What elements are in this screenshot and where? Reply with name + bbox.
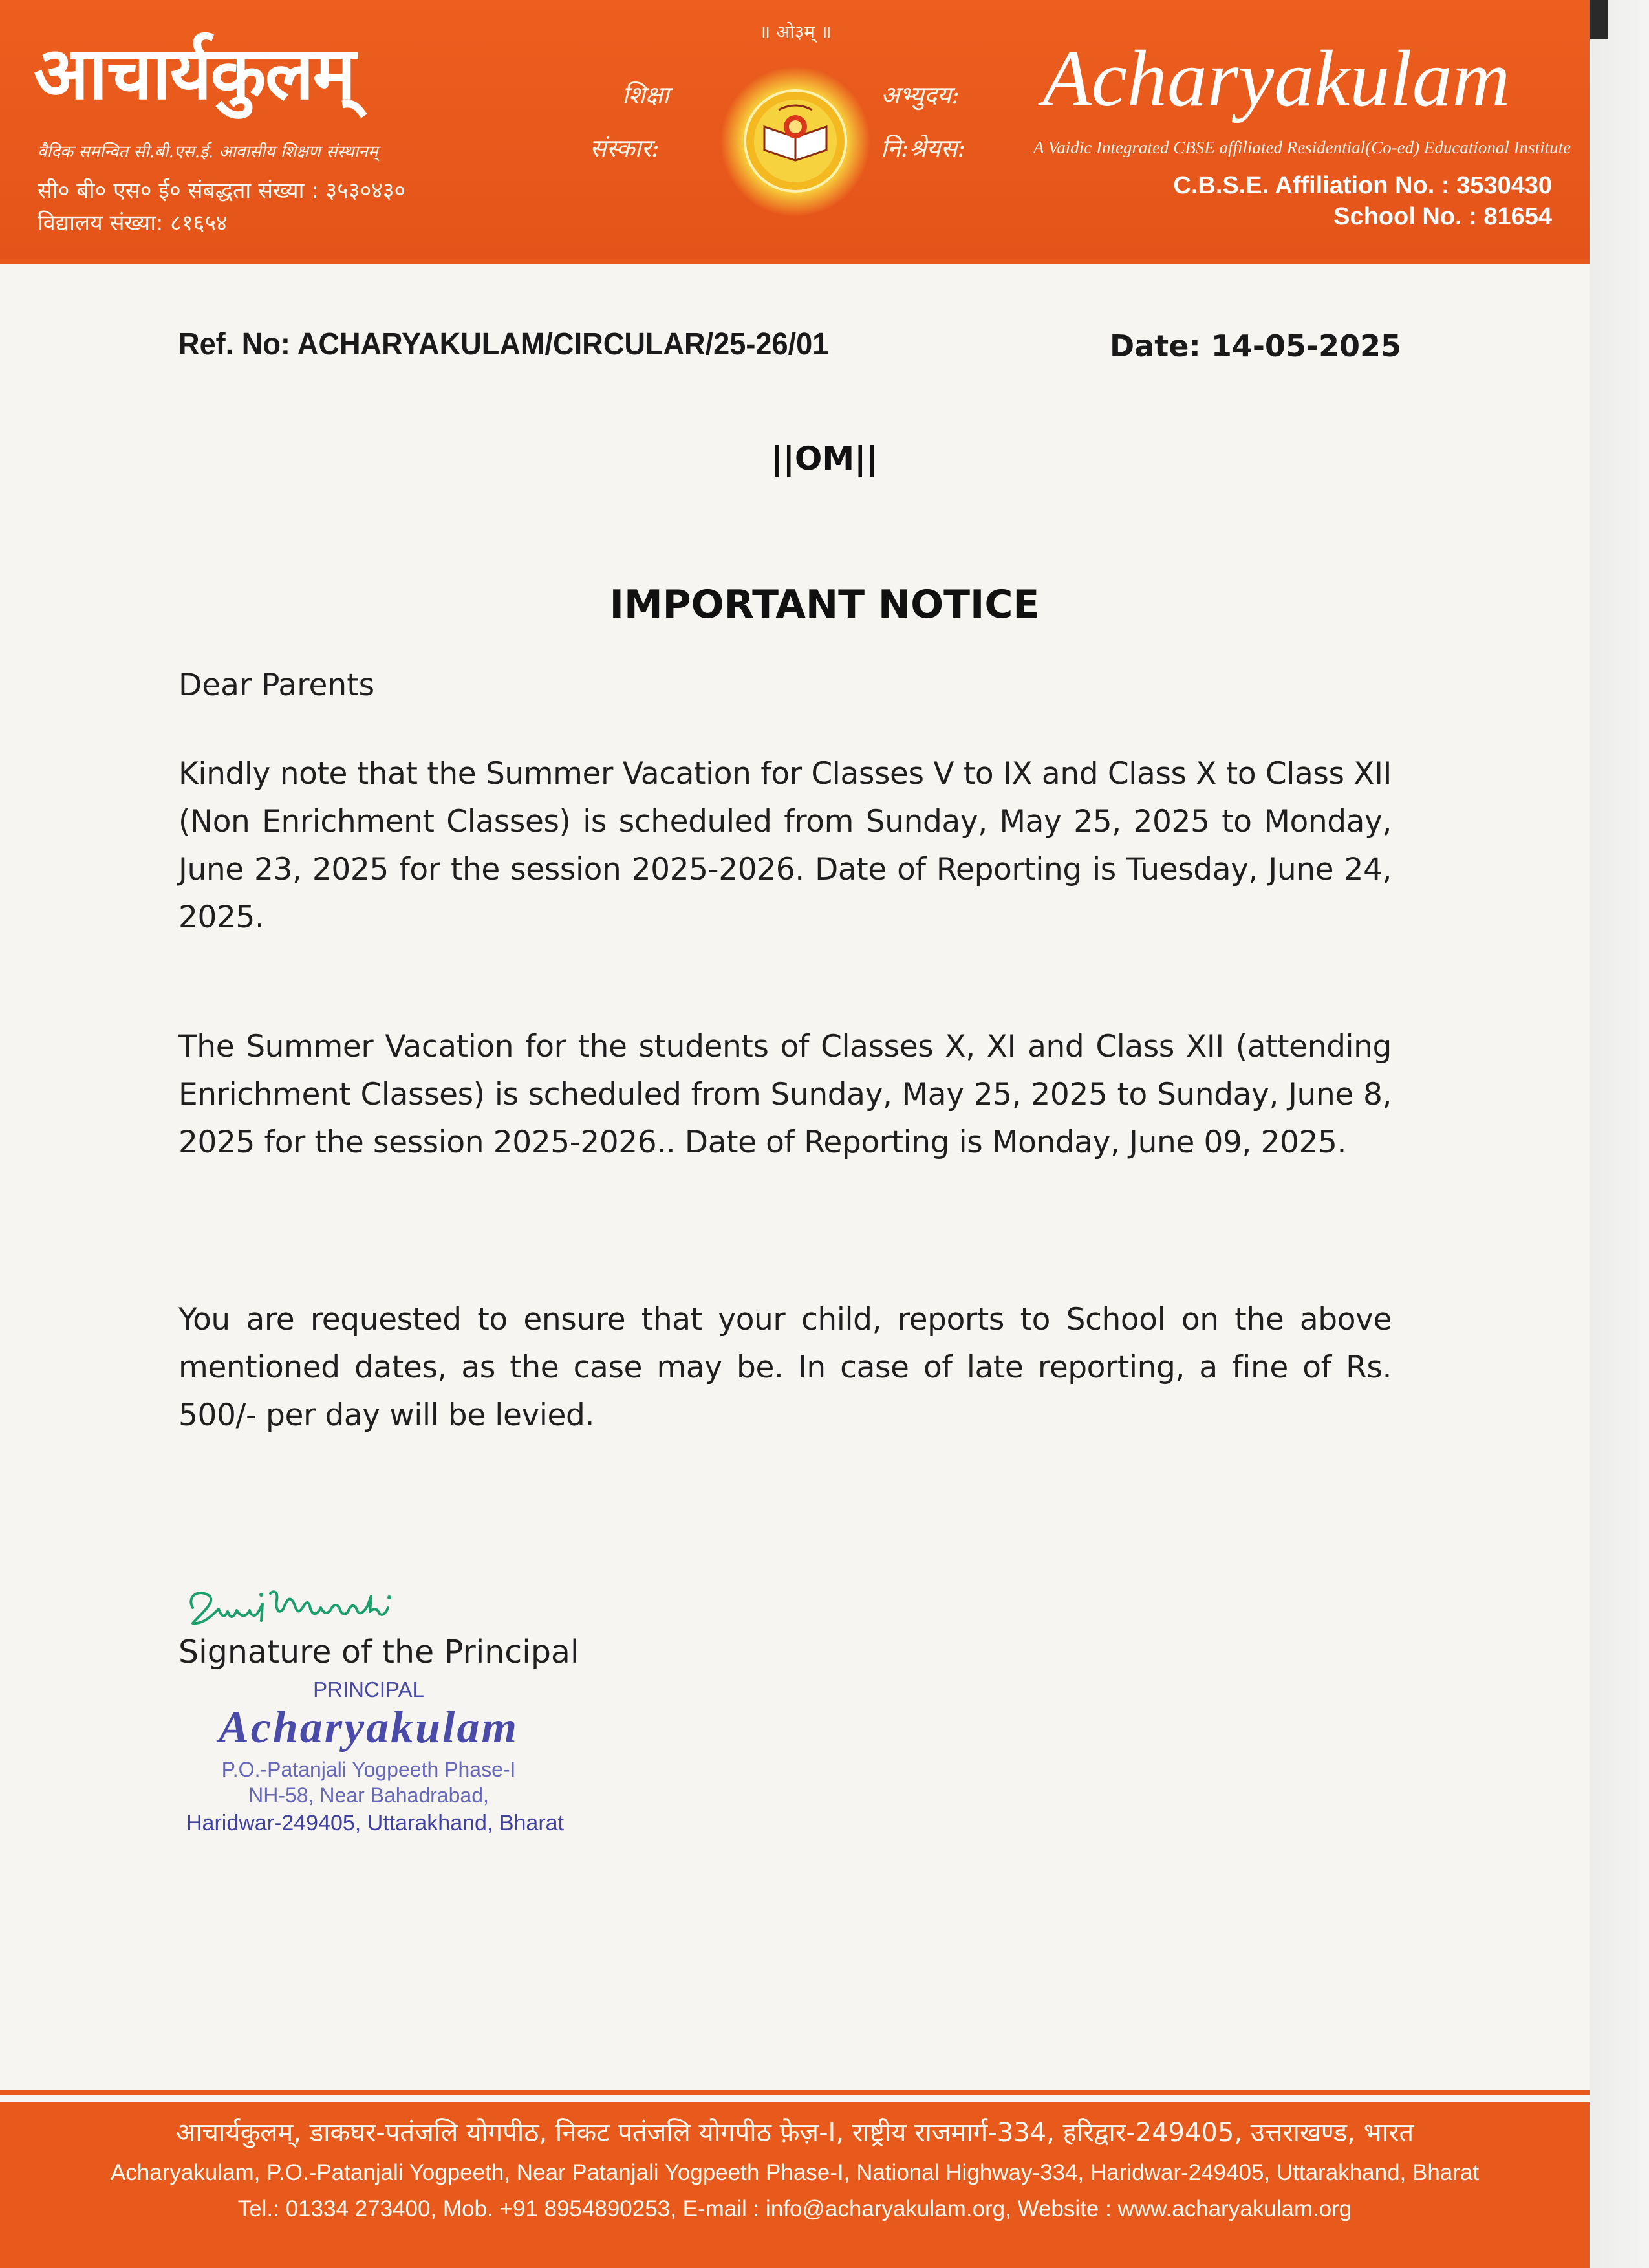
stamp-institute-name: Acharyakulam [219,1703,519,1753]
english-affiliation-number: C.B.S.E. Affiliation No. : 3530430 [1173,172,1552,199]
header-divider [0,259,1590,264]
motto-nishreyas: नि:श्रेयस: [881,134,966,162]
om-symbol-top: ॥ ओ३म् ॥ [759,21,832,43]
open-book-om-emblem-icon [719,65,872,217]
stamp-address-line-3: Haridwar-249405, Uttarakhand, Bharat [186,1811,564,1835]
motto-sanskar: संस्कार: [590,134,660,162]
english-institute-name: Acharyakulam [1042,34,1511,123]
english-institute-subtitle: A Vaidic Integrated CBSE affiliated Residential(Co-ed) Educational Institute [1033,138,1571,157]
hindi-school-number: विद्यालय संख्या: ८१६५४ [38,210,228,236]
stamp-role: PRINCIPAL [313,1678,424,1701]
reference-number: Ref. No: ACHARYAKULAM/CIRCULAR/25-26/01 [178,327,829,362]
stamp-address-line-1: P.O.-Patanjali Yogpeeth Phase-I [221,1758,516,1781]
motto-abhyuday: अभ्युदय: [881,81,960,109]
notice-title: IMPORTANT NOTICE [609,582,1040,627]
hindi-affiliation-number: सी० बी० एस० ई० संबद्धता संख्या : ३५३०४३० [38,178,406,204]
paragraph-non-enrichment-vacation: Kindly note that the Summer Vacation for Classes V to IX and Class X to Class XII (Non Enrichment Classes) is scheduled from Sunday, May 25, 2025 to Monday, June 23, 2025 for the session 2025-2026. Date of Reporting is Tuesday, June 24, 2025. [178,756,1392,935]
footer-hindi-address: आचार्यकुलम्, डाकघर-पतंजलि योगपीठ, निकट पतंजलि योगपीठ फ़ेज़-I, राष्ट्रीय राजमार्ग-334, हरिद्वार-249405, उत्तराखण्ड, भारत [175,2118,1414,2148]
paragraph-late-reporting-fine: You are requested to ensure that your child, reports to School on the above mentioned dates, as the case may be. In case of late reporting, a fine of Rs. 500/- per day will be levied. [178,1302,1392,1433]
footer-contact-details: Tel.: 01334 273400, Mob. +91 8954890253, E-mail : info@acharyakulam.org, Website : www.acharyakulam.org [237,2196,1352,2221]
circular-date: Date: 14-05-2025 [1110,329,1402,363]
footer-english-address: Acharyakulam, P.O.-Patanjali Yogpeeth, Near Patanjali Yogpeeth Phase-I, National Highway-334, Haridwar-249405, Uttarakhand, Bharat [110,2160,1480,2185]
scan-margin [1590,0,1649,2268]
hindi-institute-name: आचार्यकुलम् [34,31,355,116]
hindi-institute-subtitle: वैदिक समन्वित सी.बी.एस.ई. आवासीय शिक्षण संस्थानम् [38,142,378,162]
english-school-number: School No. : 81654 [1333,203,1552,230]
signature-label: Signature of the Principal [178,1634,579,1670]
motto-shiksha: शिक्षा [622,81,669,109]
principal-handwritten-signature [173,1570,497,1641]
om-heading: ||OM|| [771,440,878,477]
stamp-address-line-2: NH-58, Near Bahadrabad, [248,1784,489,1807]
salutation: Dear Parents [178,667,375,703]
footer-divider [0,2090,1590,2095]
paragraph-enrichment-vacation: The Summer Vacation for the students of Classes X, XI and Class XII (attending Enrichment Classes) is scheduled from Sunday, May 25, 2025 to Sunday, June 8, 2025 for the session 2025-2026.. Date of Reporting is Monday, June 09, 2025. [178,1029,1392,1160]
scan-corner-shadow [1590,0,1608,39]
